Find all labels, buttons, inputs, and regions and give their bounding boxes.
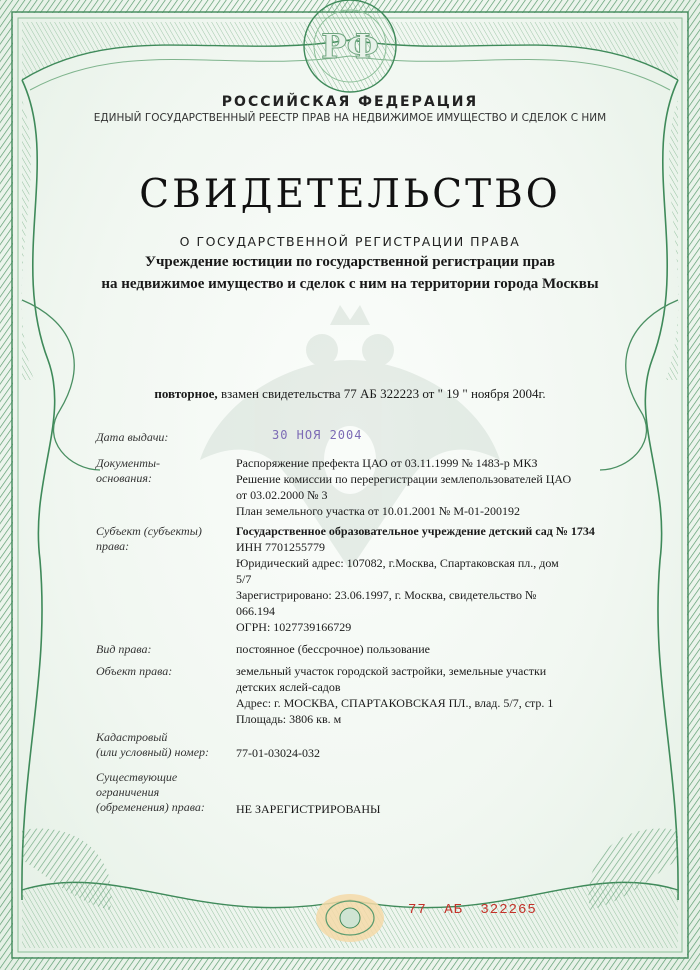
institution-line-1: Учреждение юстиции по государственной регистрации прав [144, 254, 556, 270]
repeat-text: взамен свидетельства 77 АБ 322223 от " 19 " ноября 2004г. [217, 386, 546, 401]
subject-line: ОГРН: 1027739166729 [236, 620, 352, 634]
object-label: Объект права: [96, 664, 173, 678]
documents-line: План земельного участка от 10.01.2001 № М-01-200192 [236, 504, 520, 518]
documents-line: Решение комиссии по перерегистрации землепользователей ЦАО [236, 472, 572, 486]
object-line: Адрес: г. МОСКВА, СПАРТАКОВСКАЯ ПЛ., влад. 5/7, стр. 1 [236, 696, 554, 710]
institution-line-2: на недвижимое имущество и сделок с ним на территории города Москвы [101, 276, 599, 292]
repeat-bold: повторное, [154, 386, 218, 401]
country-heading: РОССИЙСКАЯ ФЕДЕРАЦИЯ [221, 94, 479, 110]
object-line: детских яслей-садов [236, 680, 341, 694]
serial-number: 77 АБ 322265 [408, 902, 537, 918]
cadastral-label [96, 730, 209, 760]
right-type-value: постоянное (бессрочное) пользование [236, 642, 430, 656]
right-type-label: Вид права: [96, 642, 152, 656]
subject-line: 066.194 [236, 604, 275, 618]
document-title: СВИДЕТЕЛЬСТВО [139, 172, 561, 217]
cadastral-label-line-1: Кадастровый [96, 730, 168, 744]
subject-line: Зарегистрировано: 23.06.1997, г. Москва, свидетельство № [236, 588, 537, 602]
bottom-ornament [316, 894, 384, 942]
subject-line: Государственное образовательное учреждение детский сад № 1734 [236, 524, 595, 538]
documents-label-line-2: основания: [96, 471, 152, 485]
repeat-notice [0, 386, 700, 402]
issue-date-label: Дата выдачи: [96, 430, 169, 444]
subject-line: ИНН 7701255779 [236, 540, 325, 554]
subject-label-line-2: права: [96, 539, 130, 553]
object-line: Площадь: 3806 кв. м [236, 712, 342, 726]
issue-date-stamp: 30 НОЯ 2004 [272, 428, 363, 442]
encumbrance-label-line-3: (обременения) права: [96, 800, 205, 814]
documents-label [96, 456, 160, 486]
document-subtitle: О ГОСУДАРСТВЕННОЙ РЕГИСТРАЦИИ ПРАВА [179, 234, 521, 249]
registry-heading: ЕДИНЫЙ ГОСУДАРСТВЕННЫЙ РЕЕСТР ПРАВ НА НЕДВИЖИМОЕ ИМУЩЕСТВО И СДЕЛОК С НИМ [93, 112, 607, 124]
object-line: земельный участок городской застройки, земельные участки [236, 664, 547, 678]
encumbrance-label-line-2: ограничения [96, 785, 160, 799]
documents-line: Распоряжение префекта ЦАО от 03.11.1999 № 1483-р МКЗ [236, 456, 538, 470]
encumbrance-label-line-1: Существующие [96, 770, 178, 784]
subject-label-line-1: Субъект (субъекты) [96, 524, 202, 538]
object-value [236, 663, 626, 727]
subject-label [96, 524, 202, 554]
encumbrance-value: НЕ ЗАРЕГИСТРИРОВАНЫ [236, 802, 381, 816]
emblem-text: РФ [321, 27, 379, 67]
subject-value [236, 523, 626, 635]
subject-line: 5/7 [236, 572, 252, 586]
subject-line: Юридический адрес: 107082, г.Москва, Спартаковская пл., дом [236, 556, 559, 570]
cadastral-label-line-2: (или условный) номер: [96, 745, 210, 759]
documents-line: от 03.02.2000 № 3 [236, 488, 328, 502]
documents-label-line-1: Документы- [96, 456, 161, 470]
encumbrance-label [96, 770, 205, 815]
documents-value [236, 455, 626, 519]
cadastral-value: 77-01-03024-032 [236, 746, 320, 760]
